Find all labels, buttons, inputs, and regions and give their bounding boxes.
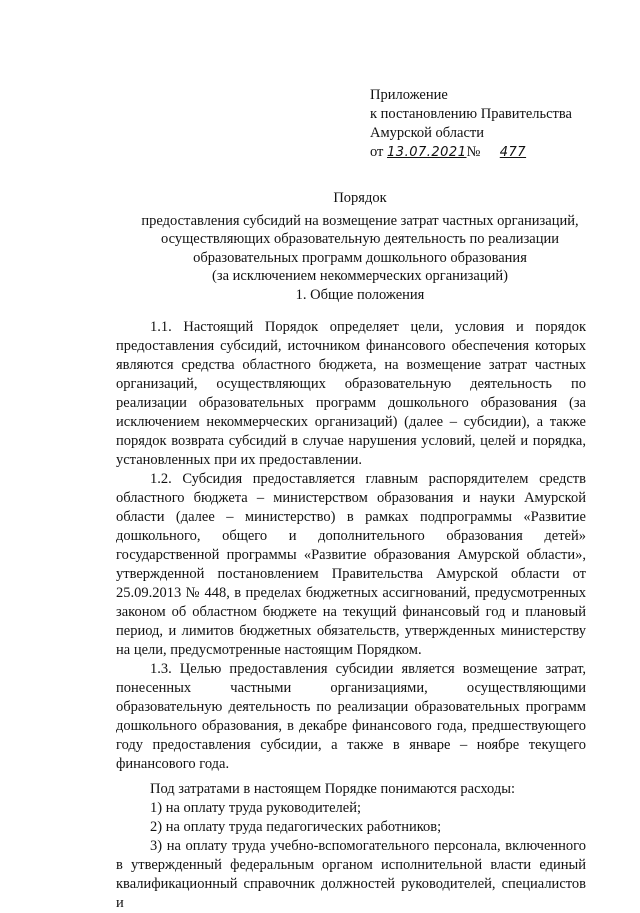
title-line-1: Порядок xyxy=(333,190,387,206)
number-label: № xyxy=(466,144,481,160)
handwritten-date: 13.07.2021 xyxy=(387,145,467,160)
appendix-line-2: к постановлению Правительства xyxy=(370,106,572,122)
title-line-4: образовательных программ дошкольного образования xyxy=(193,249,527,266)
appendix-line-3: Амурской области xyxy=(370,125,484,141)
paragraph-costs-intro: Под затратами в настоящем Порядке понимаются расходы: xyxy=(150,781,516,797)
appendix-block xyxy=(370,86,572,162)
paragraph-1-2: 1.2. Субсидия предоставляется главным распорядителем средств областного бюджета – министерством образования и науки Амурской области (далее – министерство) в рамках подпрограммы «Развитие дошкольного, общего и дополнительного образования детей» государственной программы «Развитие образования Амурской области», утвержденной постановлением Правительства Амурской области от 25.09.2013 № 448, в пределах бюджетных ассигнований, предусмотренных законом об областном бюджете на текущий финансовый год и плановый период, и лимитов бюджетных обязательств, утвержденных министерству на цели, предусмотренные настоящим Порядком. xyxy=(116,471,586,658)
document-title xyxy=(118,189,602,286)
paragraph-1-1: 1.1. Настоящий Порядок определяет цели, условия и порядок предоставления субсидий, источником финансового обеспечения которых являются средства областного бюджета, на возмещение затрат частных организаций, осуществляющих образовательную деятельность по реализации образовательных программ дошкольного образования (за исключением некоммерческих организаций) (далее – субсидии), а также порядок возврата субсидий в случае нарушения условий, целей и порядка, установленных при их предоставлении. xyxy=(116,319,586,468)
title-line-2: предоставления субсидий на возмещение затрат частных организаций, xyxy=(141,212,579,229)
section-heading: 1. Общие положения xyxy=(295,287,425,303)
paragraph-1-3: 1.3. Целью предоставления субсидии является возмещение затрат, понесенных частными организациями, осуществляющими образовательную деятельность по реализации образовательных программ дошкольного образования, в декабре финансового года, предшествующего году предоставления субсидии, а также в январе – ноябре текущего финансового года. xyxy=(116,661,586,772)
list-item-1: 1) на оплату труда руководителей; xyxy=(150,800,362,816)
title-line-5: (за исключением некоммерческих организаций) xyxy=(212,268,508,284)
appendix-date-row xyxy=(370,143,572,162)
appendix-line-1: Приложение xyxy=(370,87,448,103)
list-item-2: 2) на оплату труда педагогических работников; xyxy=(150,819,442,835)
from-label: от xyxy=(370,144,384,160)
handwritten-number: 477 xyxy=(499,145,527,160)
title-line-3: осуществляющих образовательную деятельность по реализации xyxy=(160,231,560,247)
list-item-3: 3) на оплату труда учебно-вспомогательного персонала, включенного в утвержденный федеральным органом исполнительной власти единый квалификационный справочник должностей руководителей, специалистов и xyxy=(116,838,586,911)
document-body xyxy=(116,318,586,913)
